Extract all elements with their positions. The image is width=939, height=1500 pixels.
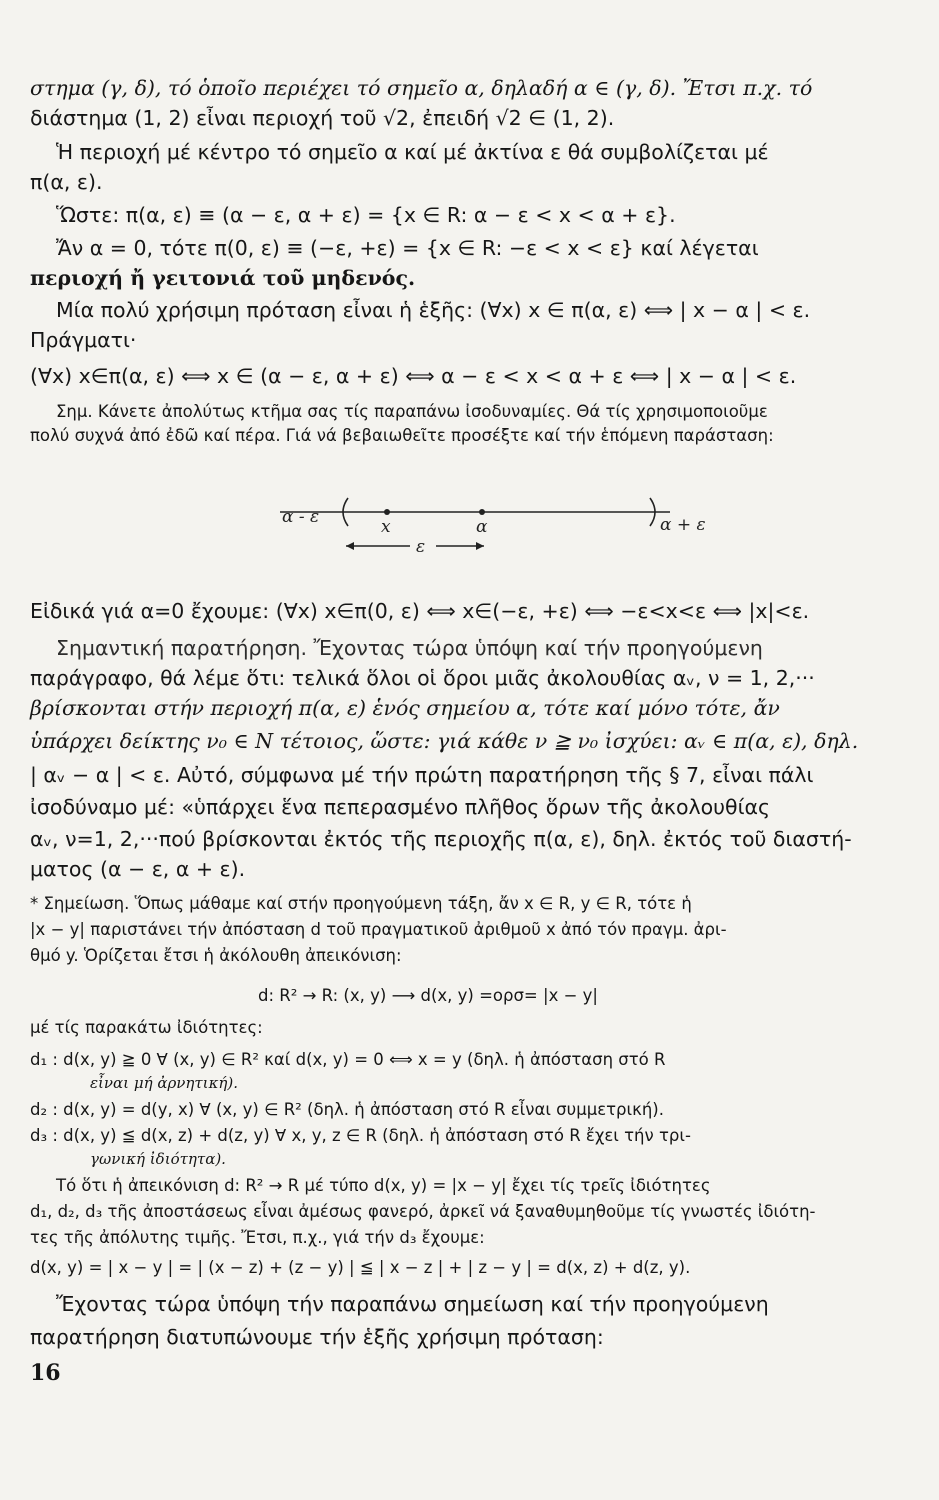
text-line: βρίσκονται στήν περιοχή π(α, ε) ἑνός σημείου α, τότε καί μόνο τότε, ἄν: [30, 696, 780, 720]
mapping-definition: d: R² → R: (x, y) ⟶ d(x, y) =ορσ= |x − y|: [258, 986, 598, 1005]
point-x-dot: [384, 509, 390, 515]
property-d3: d₃ : d(x, y) ≦ d(x, z) + d(z, y) ∀ x, y, z ∈ R (δηλ. ἡ ἀπόσταση στό R ἔχει τήν τρι-: [30, 1126, 691, 1145]
text-line: π(α, ε).: [30, 170, 103, 194]
note-line: d₁, d₂, d₃ τῆς ἀποστάσεως εἶναι ἀμέσως φανερό, ἀρκεῖ νά ξαναθυμηθοῦμε τίς γνωστές ἰδιότη-: [30, 1202, 816, 1221]
point-a-dot: [479, 509, 485, 515]
text-line: ματος (α − ε, α + ε).: [30, 857, 246, 881]
property-d3-continuation: γωνική ἰδιότητα).: [90, 1150, 226, 1168]
text-line: Ἄν α = 0, τότε π(0, ε) ≡ (−ε, +ε) = {x ∈ R: −ε < x < ε} καί λέγεται: [56, 236, 759, 260]
definition-term: περιοχή ἤ γειτονιά τοῦ μηδενός.: [30, 266, 416, 290]
text-line: Ἡ περιοχή μέ κέντρο τό σημεῖο α καί μέ ἀκτίνα ε θά συμβολίζεται μέ: [56, 140, 769, 164]
text-line: Ὥστε: π(α, ε) ≡ (α − ε, α + ε) = {x ∈ R: α − ε < x < α + ε}.: [56, 203, 676, 227]
note-heading-line: * Σημείωση. Ὅπως μάθαμε καί στήν προηγούμενη τάξη, ἄν x ∈ R, y ∈ R, τότε ἡ: [30, 894, 692, 913]
page-number: 16: [30, 1360, 61, 1386]
remark-heading-line: Σημαντική παρατήρηση. Ἔχοντας τώρα ὑπόψη καί τήν προηγούμενη: [56, 636, 763, 660]
arrowhead-left: [346, 542, 354, 550]
note-line: Σημ. Κάνετε ἀπολύτως κτῆμα σας τίς παραπάνω ἰσοδυναμίες. Θά τίς χρησιμοποιοῦμε: [56, 402, 768, 421]
note-line: Τό ὅτι ἡ ἀπεικόνιση d: R² → R μέ τύπο d(x, y) = |x − y| ἔχει τίς τρεῖς ἰδιότητες: [56, 1176, 711, 1195]
note-line: πολύ συχνά ἀπό ἐδῶ καί πέρα. Γιά νά βεβαιωθεῖτε προσέξτε καί τήν ἑπόμενη παράσταση:: [30, 426, 774, 445]
arrowhead-right: [476, 542, 484, 550]
text-line: Πράγματι·: [30, 328, 137, 352]
text-line: ὑπάρχει δείκτης ν₀ ∈ N τέτοιος, ὥστε: γιά κάθε ν ≧ ν₀ ἰσχύει: αᵥ ∈ π(α, ε), δηλ.: [30, 729, 859, 753]
equivalence-chain: (∀x) x∈π(α, ε) ⟺ x ∈ (α − ε, α + ε) ⟺ α − ε < x < α + ε ⟺ | x − α | < ε.: [30, 364, 797, 388]
radius-label: ε: [416, 537, 426, 557]
note-line: τες τῆς ἀπόλυτης τιμῆς. Ἔτσι, π.χ., γιά τήν d₃ ἔχουμε:: [30, 1228, 485, 1247]
note-line: θμό y. Ὁρίζεται ἔτσι ἡ ἀκόλουθη ἀπεικόνιση:: [30, 946, 402, 965]
text-line: Ἔχοντας τώρα ὑπόψη τήν παραπάνω σημείωση καί τήν προηγούμενη: [56, 1292, 769, 1316]
point-x-label: x: [381, 517, 391, 537]
special-case-line: Εἰδικά γιά α=0 ἔχουμε: (∀x) x∈π(0, ε) ⟺ x∈(−ε, +ε) ⟺ −ε<x<ε ⟺ |x|<ε.: [30, 599, 810, 623]
property-d2: d₂ : d(x, y) = d(y, x) ∀ (x, y) ∈ R² (δηλ. ἡ ἀπόσταση στό R εἶναι συμμετρική).: [30, 1100, 664, 1119]
text-line: παρατήρηση διατυπώνουμε τήν ἑξῆς χρήσιμη πρόταση:: [30, 1325, 604, 1349]
left-endpoint-label: α - ε: [282, 507, 320, 527]
text-line: ἰσοδύναμο μέ: «ὑπάρχει ἕνα πεπερασμένο πλῆθος ὅρων τῆς ἀκολουθίας: [30, 795, 771, 819]
text-line: στημα (γ, δ), τό ὁποῖο περιέχει τό σημεῖο α, δηλαδή α ∈ (γ, δ). Ἔτσι π.χ. τό: [30, 76, 813, 100]
proposition-line: Μία πολύ χρήσιμη πρόταση εἶναι ἡ ἑξῆς: (∀x) x ∈ π(α, ε) ⟺ | x − α | < ε.: [56, 298, 811, 322]
neighborhood-diagram: [250, 490, 710, 560]
note-line: μέ τίς παρακάτω ἰδιότητες:: [30, 1018, 263, 1037]
property-d1: d₁ : d(x, y) ≧ 0 ∀ (x, y) ∈ R² καί d(x, y) = 0 ⟺ x = y (δηλ. ἡ ἀπόσταση στό R: [30, 1050, 666, 1069]
note-line: |x − y| παριστάνει τήν ἀπόσταση d τοῦ πραγματικοῦ ἀριθμοῦ x ἀπό τόν πραγμ. ἀρι-: [30, 920, 727, 939]
text-line: παράγραφο, θά λέμε ὅτι: τελικά ὅλοι οἱ ὅροι μιᾶς ἀκολουθίας αᵥ, ν = 1, 2,···: [30, 666, 815, 690]
right-endpoint-label: α + ε: [660, 515, 706, 535]
text-line: διάστημα (1, 2) εἶναι περιοχή τοῦ √2, ἐπειδή √2 ∈ (1, 2).: [30, 106, 615, 130]
text-line: | αᵥ − α | < ε. Αὐτό, σύμφωνα μέ τήν πρώτη παρατήρηση τῆς § 7, εἶναι πάλι: [30, 763, 814, 787]
point-a-label: α: [476, 517, 488, 537]
property-d1-continuation: εἶναι μή ἀρνητική).: [90, 1074, 239, 1092]
text-line: αᵥ, ν=1, 2,···πού βρίσκονται ἐκτός τῆς περιοχῆς π(α, ε), δηλ. ἐκτός τοῦ διαστή-: [30, 827, 852, 851]
triangle-inequality-derivation: d(x, y) = | x − y | = | (x − z) + (z − y) | ≦ | x − z | + | z − y | = d(x, z) + d(z, y).: [30, 1258, 691, 1277]
